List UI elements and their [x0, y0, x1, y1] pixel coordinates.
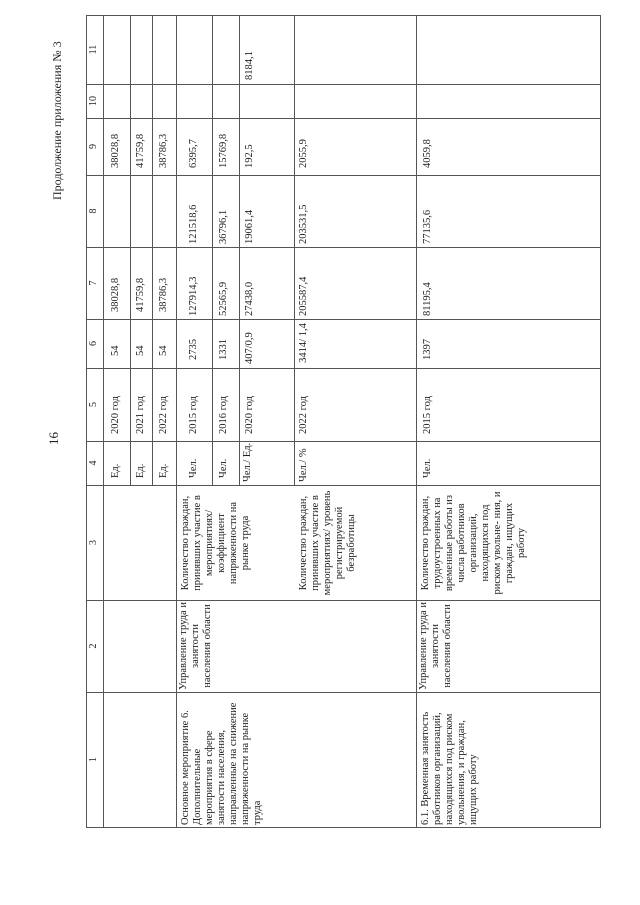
cell-c6: 1331 [218, 339, 229, 360]
cell-unit: Ед. [135, 463, 146, 478]
cell-c6: 54 [158, 345, 169, 356]
cell-unit: Чел./ Ед. [242, 442, 253, 482]
cell-c8: 36796,1 [218, 209, 229, 244]
cell-c7: 38786,3 [158, 277, 169, 312]
cell-year: 2020 год [244, 396, 255, 434]
cell-unit: Чел. [188, 458, 199, 478]
measure6-indicator-b: Количество граждан, принявших участие в мероприятиях/ уровень регистрируемой безработицы [298, 490, 357, 596]
cell-c7: 27438,0 [244, 281, 255, 316]
cell-c9: 192,5 [244, 144, 255, 168]
header-col-10: 10 [88, 96, 99, 106]
cell-c9: 15769,8 [218, 133, 229, 168]
cell-c6: 54 [135, 345, 146, 356]
cell-c6: 2735 [188, 339, 199, 360]
cell-c7: 38028,8 [110, 277, 121, 312]
cell-c11: 8184,1 [244, 51, 255, 80]
cell-year: 2021 год [135, 396, 146, 434]
measure6-responsible: Управление труда и занятости населения области [178, 602, 213, 690]
measure6-title: Основное мероприятие 6. Дополнительные мероприятия в сфере занятости населения, направленные на снижение напряженности на рынке труда [180, 702, 263, 825]
cell-c7: 41759,8 [135, 277, 146, 312]
header-col-3: 3 [88, 540, 99, 545]
header-col-5: 5 [88, 402, 99, 407]
header-col-6: 6 [88, 341, 99, 346]
header-col-1: 1 [88, 757, 99, 762]
measure61-responsible: Управление труда и занятости населения области [418, 602, 453, 690]
measure61-title: 6.1. Временная занятость работников организаций, находящихся под риском увольнения, и граждан, ищущих работу [420, 711, 479, 825]
header-col-4: 4 [88, 460, 99, 466]
cell-unit: Ед. [110, 463, 121, 478]
cell-year: 2022 год [158, 396, 169, 434]
cell-c7: 205587,4 [298, 276, 309, 316]
cell-c6: 407/0,9 [244, 332, 255, 364]
cell-c7: 52565,9 [218, 281, 229, 316]
cell-unit: Чел. [218, 458, 229, 478]
cell-c9: 41759,8 [135, 133, 146, 168]
cell-c9: 4059,8 [422, 139, 433, 168]
cell-unit: Чел./ % [298, 448, 309, 482]
cell-c8: 203531,5 [298, 204, 309, 244]
cell-c6: 54 [110, 345, 121, 356]
header-col-9: 9 [88, 144, 99, 149]
cell-c6: 1397 [422, 339, 433, 360]
cell-c9: 38786,3 [158, 133, 169, 168]
cell-year: 2016 год [218, 396, 229, 434]
cell-c7: 81195,4 [422, 282, 433, 316]
cell-year: 2015 год [188, 396, 199, 434]
cell-c9: 6395,7 [188, 139, 199, 168]
cell-c6: 3414/ 1,4 [298, 323, 309, 363]
measure6-indicator-a: Количество граждан, принявших участие в мероприятиях/ коэффициент напряженности на рынке труда [180, 495, 251, 591]
page-number: 16 [46, 432, 61, 445]
cell-c9: 2055,9 [298, 139, 309, 168]
measure61-indicator: Количество граждан, трудоустроенных на временные работы из числа работников организаций, находящихся под риском увольне- ния, и граждан, ищущих работу [420, 491, 527, 595]
cell-unit: Чел. [422, 458, 433, 478]
cell-c7: 127914,3 [188, 276, 199, 316]
continuation-label: Продолжение приложения № 3 [50, 41, 64, 200]
header-col-2: 2 [88, 643, 99, 649]
cell-c8: 19061,4 [244, 209, 255, 244]
cell-year: 2022 год [298, 396, 309, 434]
header-col-8: 8 [88, 208, 99, 214]
cell-c8: 121518,6 [188, 204, 199, 244]
header-col-7: 7 [88, 280, 99, 286]
cell-year: 2020 год [110, 396, 121, 434]
cell-c9: 38028,8 [110, 133, 121, 168]
cell-c8: 77135,6 [422, 209, 433, 244]
header-col-11: 11 [88, 44, 99, 55]
cell-year: 2015 год [422, 396, 433, 434]
cell-unit: Ед. [158, 463, 169, 478]
